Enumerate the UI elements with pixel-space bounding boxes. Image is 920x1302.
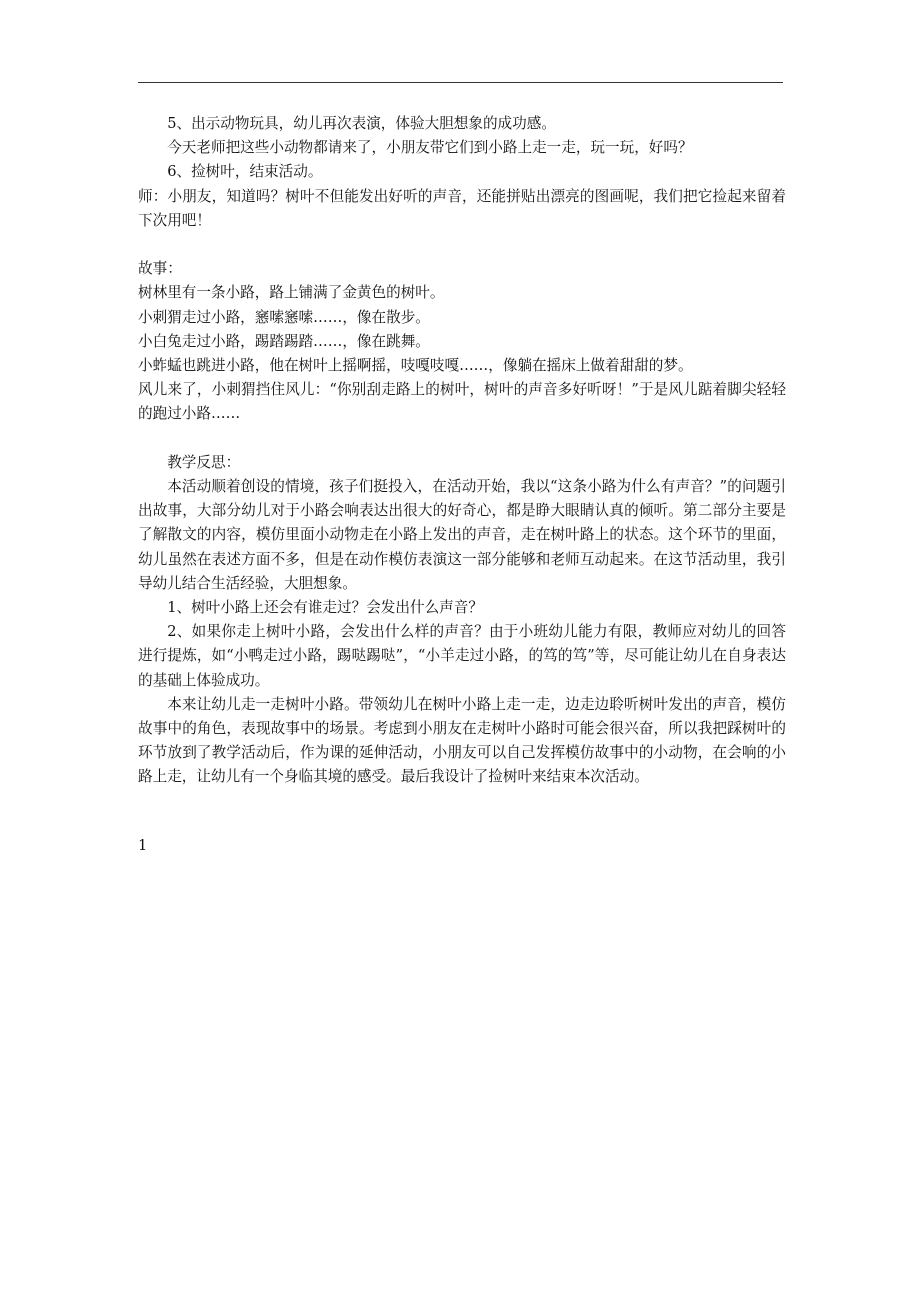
document-body — [138, 112, 786, 790]
story-line: 小蚱蜢也跳进小路，他在树叶上摇啊摇，吱嘎吱嘎……，像躺在摇床上做着甜甜的梦。 — [138, 357, 693, 375]
reflection-item: 1、树叶小路上还会有谁走过？会发出什么声音？ — [167, 599, 483, 617]
story-line: 风儿来了，小刺猬挡住风儿：“你别刮走路上的树叶，树叶的声音多好听呀！”于是风儿踮着脚尖轻轻的跑过小路…… — [138, 381, 786, 423]
story-title: 故事： — [138, 260, 182, 278]
reflection-paragraph: 本来让幼儿走一走树叶小路。带领幼儿在树叶小路上走一走，边走边聆听树叶发出的声音，模仿故事中的角色，表现故事中的场景。考虑到小朋友在走树叶小路时可能会很兴奋，所以我把踩树叶的环节放到了教学活动后，作为课的延伸活动，小朋友可以自己发挥模仿故事中的小动物，在会响的小路上走，让幼儿有一个身临其境的感受。最后我设计了捡树叶来结束本次活动。 — [138, 695, 786, 786]
step-6: 6、捡树叶，结束活动。 — [167, 163, 323, 181]
story-line: 小刺猬走过小路，窸嗦窸嗦……，像在散步。 — [138, 308, 430, 326]
page-number: 1 — [138, 837, 148, 854]
reflection-title: 教学反思： — [167, 453, 241, 471]
teacher-line: 师：小朋友，知道吗？树叶不但能发出好听的声音，还能拼贴出漂亮的图画呢，我们把它捡起来留着下次用吧！ — [138, 187, 786, 229]
step-5: 5、出示动物玩具，幼儿再次表演，体验大胆想象的成功感。 — [167, 115, 556, 132]
step-5-prompt: 今天老师把这些小动物都请来了，小朋友带它们到小路上走一走，玩一玩，好吗？ — [167, 139, 693, 157]
story-line: 小白兔走过小路，踢踏踢踏……，像在跳舞。 — [138, 332, 430, 350]
spacer — [138, 427, 786, 451]
reflection-item: 2、如果你走上树叶小路，会发出什么样的声音？由于小班幼儿能力有限，教师应对幼儿的回答进行提炼，如“小鸭走过小路，踢哒踢哒”，“小羊走过小路，的笃的笃”等，尽可能让幼儿在自身表达的基础上体验成功。 — [138, 623, 786, 689]
story-line: 树林里有一条小路，路上铺满了金黄色的树叶。 — [138, 284, 445, 302]
spacer — [138, 233, 786, 257]
header-rule — [138, 82, 783, 83]
reflection-paragraph: 本活动顺着创设的情境，孩子们挺投入，在活动开始，我以“这条小路为什么有声音？”的问题引出故事，大部分幼儿对于小路会响表达出很大的好奇心，都是睁大眼睛认真的倾听。第二部分主要是了解散文的内容，模仿里面小动物走在小路上发出的声音，走在树叶路上的状态。这个环节的里面，幼儿虽然在表述方面不多，但是在动作模仿表演这一部分能够和老师互动起来。在这节活动里，我引导幼儿结合生活经验，大胆想象。 — [138, 478, 786, 592]
